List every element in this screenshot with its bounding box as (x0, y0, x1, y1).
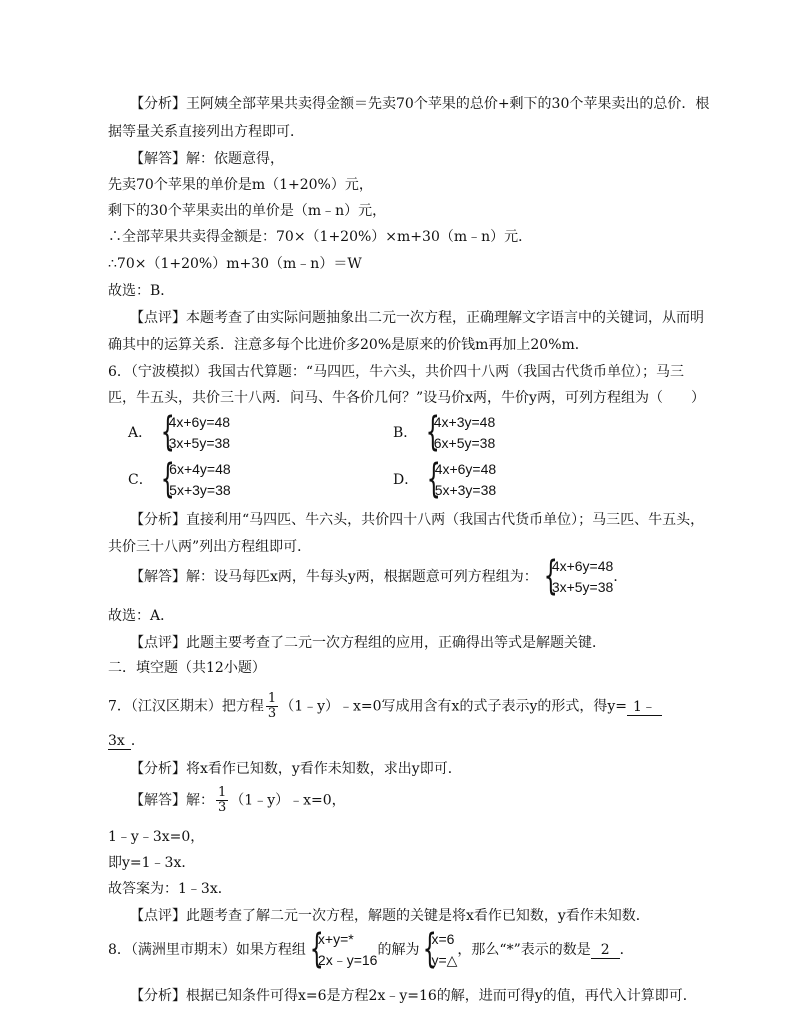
q5-answer-line2: 剩下的30个苹果卖出的单价是（m﹣n）元， (108, 203, 387, 219)
option-label: B． (393, 425, 418, 441)
q6-option-a (128, 412, 230, 454)
q5-comment-line2: 确其中的运算关系．注意多每个比进价多20%是原来的价钱m再加上20%m． (108, 337, 589, 353)
answer-text: 【解答】解：设马每匹x两，牛每头y两，根据题意可列方程组为： (130, 569, 538, 585)
q7-answer (130, 786, 346, 815)
section-heading: 二．填空题（共12小题） (108, 660, 266, 676)
q7-analysis: 【分析】将x看作已知数，y看作未知数，求出y即可． (130, 761, 462, 777)
solution-system (419, 929, 457, 971)
q8-stem-pre: 8．（满洲里市期末）如果方程组 (108, 942, 306, 958)
equation: 3x+5y=38 (551, 579, 614, 595)
q8-stem-mid: 的解为 (377, 942, 420, 958)
equation: { x=6 (431, 931, 455, 947)
q6-analysis-line2: 共价三十八两”列出方程组即可． (108, 539, 312, 555)
option-label: A． (128, 425, 153, 441)
equation: { 4x+3y=48 (433, 414, 496, 430)
fraction (216, 786, 228, 815)
q6-stem-line1: 6．（宁波模拟）我国古代算题：“马四匹，牛六头，共价四十八两（我国古代货币单位）；马三 (108, 364, 685, 380)
answer-blank: 2 (591, 942, 620, 959)
equation: 6x+5y=38 (433, 435, 496, 451)
q6-option-d (393, 459, 496, 501)
answer-pre: 【解答】解： (130, 792, 214, 809)
equation: 5x+3y=38 (434, 482, 497, 498)
equation-system (422, 412, 496, 454)
answer-blank: 3x (108, 733, 131, 750)
q7-final: 故答案为：1﹣3x． (108, 881, 232, 897)
equation: { 4x+6y=48 (551, 558, 614, 574)
q8-stem-post: ，那么“*”表示的数是 (457, 942, 591, 958)
q5-analysis-line1: 【分析】王阿姨全部苹果共卖得金额＝先卖70个苹果的总价+剩下的30个苹果卖出的总价．根 (130, 96, 710, 112)
q5-answer-line4: ∴70×（1+20%）m+30（m﹣n）＝W (108, 256, 362, 272)
period: ． (613, 569, 628, 585)
q5-choice: 故选：B． (108, 283, 175, 299)
q7-step2: 即y=1﹣3x． (108, 855, 196, 871)
q5-analysis-line2: 据等量关系直接列出方程即可． (108, 124, 304, 140)
q6-answer (130, 556, 627, 598)
q8-analysis: 【分析】根据已知条件可得x=6是方程2x﹣y=16的解，进而可得y的值，再代入计算即可． (130, 988, 697, 1004)
equation: { 6x+4y=48 (169, 461, 231, 477)
equation-system (157, 412, 231, 454)
fraction-denominator: 3 (218, 800, 227, 815)
equation-system (423, 459, 497, 501)
q6-option-c (128, 459, 231, 501)
fraction (266, 692, 278, 721)
q6-choice: 故选：A． (108, 608, 175, 624)
equation: { 4x+6y=48 (434, 461, 497, 477)
fraction-denominator: 3 (267, 706, 277, 721)
q7-stem-post: （1﹣y）﹣x=0写成用含有x的式子表示y的形式，得y= (280, 698, 627, 715)
equation: { x+y=* (317, 931, 354, 947)
period: ． (619, 942, 634, 958)
q8-stem (108, 929, 634, 971)
q6-analysis-line1: 【分析】直接利用“马四匹、牛六头，共价四十八两（我国古代货币单位）；马三匹、牛五头， (130, 512, 705, 528)
answer-post: （1﹣y）﹣x=0， (230, 792, 346, 809)
q5-answer-head: 【解答】解：依题意得， (130, 151, 284, 167)
q7-stem-pre: 7．（江汉区期末）把方程 (108, 698, 264, 715)
fraction-numerator: 1 (267, 691, 277, 706)
q7-comment: 【点评】此题考查了解二元一次方程，解题的关键是将x看作已知数，y看作未知数． (130, 908, 650, 924)
q6-stem-line2: 匹，牛五头，共价三十八两．问马、牛各价几何？”设马价x两，牛价y两，可列方程组为（ ） (108, 390, 705, 406)
q6-comment: 【点评】此题主要考查了二元一次方程组的应用，正确得出等式是解题关键． (130, 635, 606, 651)
answer-equation-system (540, 556, 614, 598)
answer-blank: 1﹣ (627, 699, 662, 716)
q7-blank-continued (108, 731, 145, 751)
equation-system (157, 459, 231, 501)
fraction-numerator: 1 (218, 785, 227, 800)
q7-stem (108, 692, 662, 721)
option-label: D． (393, 472, 419, 488)
equation-system (306, 929, 378, 971)
equation: 2x﹣y=16 (317, 952, 378, 968)
q6-option-b (393, 412, 495, 454)
equation: 5x+3y=38 (169, 482, 231, 498)
q7-step1: 1﹣y﹣3x=0， (108, 829, 205, 845)
equation: y=△ (431, 952, 458, 968)
q5-answer-line3: ∴全部苹果共卖得金额是：70×（1+20%）×m+30（m﹣n）元． (108, 229, 533, 245)
equation: 3x+5y=38 (168, 435, 231, 451)
period: ． (130, 733, 145, 749)
q5-answer-line1: 先卖70个苹果的单价是m（1+20%）元， (108, 177, 373, 193)
q5-comment-line1: 【点评】本题考查了由实际问题抽象出二元一次方程，正确理解文字语言中的关键词，从而明 (130, 310, 704, 326)
equation: { 4x+6y=48 (168, 414, 231, 430)
option-label: C． (128, 472, 153, 488)
